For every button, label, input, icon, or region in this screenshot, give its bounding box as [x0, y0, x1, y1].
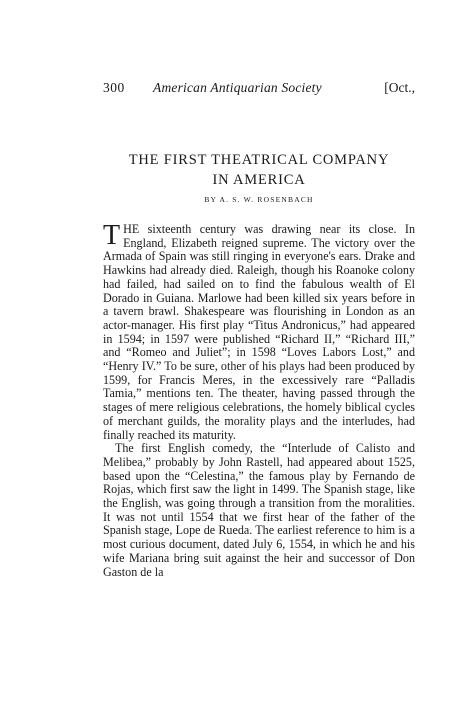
- paragraph-1-text: HE sixteenth century was drawing near its close. In England, Elizabeth reigned supreme. The victory over the Armada of Spain was still ringing in everyone's ears. Drake and Hawkins had already died. Raleigh, though his Roanoke colony had failed, had sailed on to find the fabulous wealth of El Dorado in Guiana. Marlowe had been killed six years before in a tavern brawl. Shakespeare was flourishing in London as an actor-manager. His first play “Titus Andronicus,” had appeared in 1594; in 1597 were published “Richard II,” “Richard III,” and “Romeo and Juliet”; in 1598 “Loves Labors Lost,” and “Henry IV.” To be sure, other of his plays had been produced by 1599, for Francis Meres, in the excessively rare “Palladis Tamia,” mentions ten. The theater, having passed through the stages of mere religious celebrations, the homely biblical cycles of merchant guilds, the morality plays and the interludes, had finally reached its maturity.: [103, 222, 415, 442]
- article-body: [103, 220, 415, 579]
- page-number: 300: [103, 80, 125, 95]
- paragraph-2: The first English comedy, the “Interlude of Calisto and Melibea,” probably by John Rastell, had appeared about 1525, based upon the “Celestina,” the famous play by Fernando de Rojas, which first saw the light in 1499. The Spanish stage, like the English, was going through a transition from the moralities. It was not until 1554 that we first hear of the father of the Spanish stage, Lope de Rueda. The earliest reference to him is a most curious document, dated July 6, 1554, in which he and his wife Mariana bring suit against the heir and successor of Don Gaston de la: [103, 441, 415, 579]
- issue-month: [Oct.,: [384, 80, 415, 95]
- journal-title: American Antiquarian Society: [153, 80, 322, 95]
- drop-cap: T: [103, 220, 121, 251]
- article-byline: BY A. S. W. ROSENBACH: [204, 195, 314, 204]
- running-head: [103, 80, 415, 100]
- paragraph-1: [103, 220, 415, 442]
- article-title-line-2: IN AMERICA: [212, 172, 306, 188]
- article-title-line-1: THE FIRST THEATRICAL COMPANY: [128, 152, 390, 168]
